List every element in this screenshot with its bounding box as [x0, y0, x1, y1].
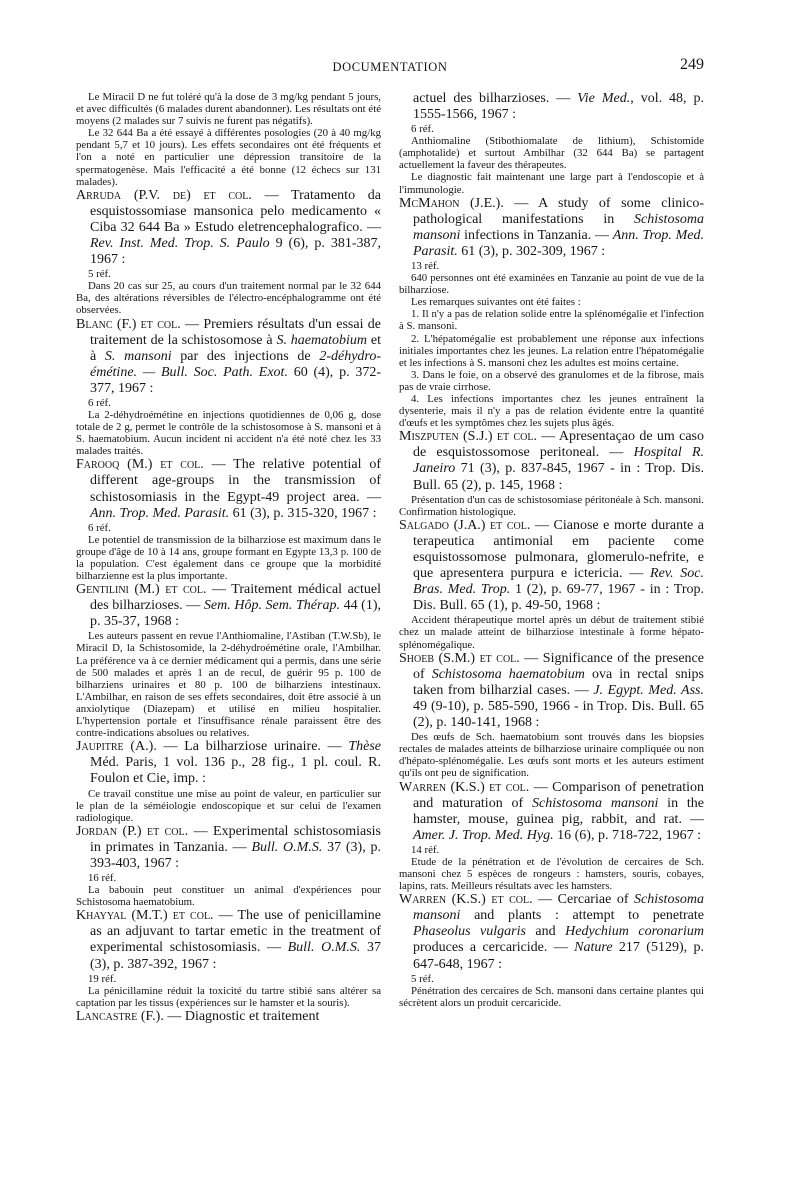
entry-author: Shoeb (S.M.) et col. — [399, 650, 520, 666]
entry-abstract: La 2-déhydroémétine en injections quotidiennes de 0,06 g, dose totale de 2 g, permet le contrôle de la schistosomose à S. mansoni et à S. haematobium. Aucun incident ni accident n'a été noté chez les 33 malades traités. — [76, 408, 381, 458]
entry-title-italic: S. haematobium — [276, 332, 368, 348]
entry-title-italic: Schistosoma haematobium — [431, 666, 585, 682]
entry-title: infections in Tanzania. — — [460, 227, 613, 243]
entry-abstract: Présentation d'un cas de schistosomiase péritonéale à Sch. mansoni. Confirmation histologique. — [399, 493, 704, 518]
entry-title: — Experimental schistosomiasis in primates in Tanzania. — — [90, 823, 382, 855]
entry-title: and plants : attempt to penetrate — [460, 908, 704, 924]
entry-ref-count: 6 réf. — [411, 123, 434, 136]
left-column — [76, 91, 381, 1025]
entry-journal: Bull. O.M.S. — [251, 839, 323, 855]
entry-journal: Rev. Soc. Bras. Med. Trop. — [413, 566, 704, 598]
entry-abstract: Ce travail constitue une mise au point de valeur, en particulier sur le plan de la séméiologie endoscopique et sur celui de l'examen radiologique. — [76, 787, 381, 824]
entry-author: Blanc (F.) et col. — [76, 316, 181, 332]
entry-title-italic: Schistosoma mansoni — [413, 892, 704, 924]
entry-title: in the hamster, mouse, guinea pig, rabbit, and rat. — — [413, 795, 705, 827]
bibliography-entry — [399, 780, 704, 893]
entry-abstract: Anthiomaline (Stibothiomalate de lithium), Schistomide (amphotalide) et surtout Ambilhar (32 644 Ba) se partagent actuellement la faveur des thérapeutes. — [399, 135, 704, 172]
entry-journal: Vie Med. — [577, 91, 631, 106]
entry-reference: 61 (3), p. 315-320, 1967 : — [229, 505, 377, 521]
entry-citation — [76, 317, 381, 397]
entry-abstract: 2. L'hépatomégalie est probablement une réponse aux infections initiales importantes chez les jeunes. La relation entre l'hépatomégalie et les infections à S. mansoni chez les adultes est moins certaine. — [399, 332, 704, 369]
entry-reference: , vol. 48, p. 1555-1566, 1967 : — [413, 91, 704, 123]
entry-author: Lancastre (F.). — [76, 1008, 164, 1024]
entry-abstract: 4. Les infections importantes chez les jeunes entraînent la dysenterie, mais il n'y a pas de relation évidente entre la quantité d'œufs et les symptômes chez les sujets plus âgés. — [399, 392, 704, 430]
entry-title: — Diagnostic et traitement — [163, 1008, 320, 1024]
entry-citation — [399, 196, 704, 260]
entry-title: — The use of penicillamine as an adjuvant to tartar emetic in the treatment of experimental schistosomiasis. — — [90, 908, 382, 956]
running-head: DOCUMENTATION — [332, 60, 448, 74]
entry-abstract: Les auteurs passent en revue l'Anthiomaline, l'Astiban (T.W.Sb), le Miracil D, la Schistosomide, la 2-déhydroémétine orale, l'Ambilhar. La préférence va à ce dernier médicament qui a permis, dans une série de 500 malades et après 1 an de recul, de guérir 95 p. 100 de bilharziens urinaires et 80 p. 100 de bilharziens intestinaux. L'Ambilhar, en raison de ses effets secondaires, doit être associé à un anxiolytique (Diazepam) et utilisé en milieu hospitalier. L'hypertension portale et l'insuffisance rénale paraissent être des contre-indications absolues ou relatives. — [76, 630, 381, 740]
entry-abstract: 3. Dans le foie, on a observé des granulomes et de la fibrose, mais pas de vraie cirrhose. — [399, 368, 704, 393]
entry-title-italic: Phaseolus vulgaris — [413, 924, 526, 940]
entry-author: Miszputen (S.J.) et col. — [399, 429, 537, 445]
bibliography-entry-continued — [399, 91, 704, 196]
entry-reference: 61 (3), p. 302-309, 1967 : — [457, 243, 606, 259]
entry-author: Gentilini (M.) et col. — [76, 582, 207, 598]
entry-ref-count: 6 réf. — [88, 521, 111, 534]
entry-ref-count: 5 réf. — [88, 268, 111, 281]
entry-abstract: 640 personnes ont été examinées en Tanzanie au point de vue de la bilharziose. — [399, 272, 704, 297]
entry-abstract: La pénicillamine réduit la toxicité du tartre stibié sans altérer sa captation par les tissus (expériences sur le hamster et la souris). — [76, 984, 381, 1009]
entry-title: actuel des bilharzioses. — — [413, 91, 578, 106]
entry-reference: 16 (6), p. 718-722, 1967 : — [553, 827, 702, 843]
entry-author: Salgado (J.A.) et col. — [399, 517, 531, 533]
entry-title: — Significance of the presence of — [413, 650, 704, 682]
bibliography-entry — [399, 518, 704, 651]
bibliography-entry — [76, 908, 381, 1009]
entry-citation — [76, 188, 381, 268]
entry-reference: 37 (3), p. 393-403, 1967 : — [90, 839, 382, 871]
entry-abstract: Les remarques suivantes ont été faites : — [411, 296, 581, 309]
entry-title: — Cercariae of — [532, 892, 634, 908]
entry-reference: Méd. Paris, 1 vol. 136 p., 28 fig., 1 pl. coul. R. Foulon et Cie, imp. : — [90, 755, 381, 787]
entry-reference: 37 (3), p. 387-392, 1967 : — [90, 940, 381, 972]
entry-title: par des injections de — [171, 348, 320, 364]
entry-title: — The relative potential of different age-groups in the transmission of schistosomiasis in the Egypt-49 project area. — — [90, 457, 381, 505]
intro-note: Le 32 644 Ba a été essayé à différentes posologies (20 à 40 mg/kg pendant 5,7 et 10 jours). Les effets secondaires ont été fréquents et l'on a noté en particulier une dépression transitoire de la spermatogenèse. Mais l'efficacité a été bonne (12 échecs sur 131 malades). — [76, 127, 381, 188]
entry-journal: Ann. Trop. Med. Parasit. — [90, 505, 230, 521]
entry-title: and — [525, 924, 566, 940]
entry-ref-count: 14 réf. — [411, 843, 440, 856]
bibliography-entry — [76, 1009, 381, 1025]
entry-citation — [399, 518, 704, 615]
entry-abstract: Etude de la pénétration et de l'évolution de cercaires de Sch. mansoni chez 5 espèces de rongeurs : hamsters, souris, cobayes, lapins, rats. Meilleurs résultats avec les hamsters. — [399, 855, 704, 893]
entry-author: McMahon (J.E.). — [399, 195, 504, 211]
bibliography-entry — [76, 188, 381, 317]
entry-abstract: Dans 20 cas sur 25, au cours d'un traitement normal par le 32 644 Ba, des altérations réversibles de l'électro-encéphalogramme ont été observées. — [76, 280, 381, 317]
entry-author: Warren (K.S.) et col. — [399, 779, 530, 795]
bibliography-entry — [399, 651, 704, 780]
entry-citation — [399, 780, 704, 844]
right-column — [399, 91, 704, 1009]
entry-abstract: Le potentiel de transmission de la bilharziose est maximum dans le groupe d'âge de 10 à 14 ans, groupe formant en Egypte 13,3 p. 100 de la population. C'est également dans ce groupe que la morbidité bilharzienne est la plus importante. — [76, 533, 381, 582]
bibliography-entry — [76, 739, 381, 824]
page-number: 249 — [680, 56, 704, 73]
entry-author: Farooq (M.) et col. — [76, 457, 204, 473]
entry-journal: Ann. Trop. Med. Parasit. — [413, 227, 705, 259]
entry-citation — [76, 1009, 381, 1025]
entry-citation — [76, 739, 381, 787]
entry-reference: 1 (2), p. 69-77, 1967 - in : Trop. Dis. Bull. 65 (1), p. 49-50, 1968 : — [413, 582, 704, 614]
entry-journal: Rev. Inst. Med. Trop. S. Paulo — [90, 236, 270, 252]
entry-title: — Premiers résultats d'un essai de traitement de la schistosomose à — [90, 316, 381, 348]
entry-journal: Amer. J. Trop. Med. Hyg. — [413, 827, 554, 843]
entry-citation — [399, 892, 704, 972]
bibliography-entry — [399, 429, 704, 518]
entry-author: Khayyal (M.T.) et col. — [76, 908, 214, 924]
entry-citation — [399, 429, 704, 493]
entry-title-italic: Schistosoma mansoni — [532, 795, 659, 811]
entry-journal: — Bull. Soc. Path. Exot. — [137, 364, 288, 380]
entry-title: — A study of some clinico-pathological manifestations in — [413, 195, 704, 227]
entry-journal: Thèse — [348, 739, 382, 755]
entry-abstract: Des œufs de Sch. haematobium sont trouvés dans les biopsies rectales de malades atteints de bilharziose urinaire compliquée ou non d'hépato-splénomégalie. Les œufs sont morts et les auteurs estiment qu'ils ont peu de signification. — [399, 731, 704, 780]
entry-reference: 60 (4), p. 372-377, 1967 : — [90, 364, 381, 396]
entry-journal: Bull. O.M.S. — [287, 940, 361, 956]
page-header — [76, 56, 704, 80]
entry-reference: 217 (5129), p. 647-648, 1967 : — [413, 940, 705, 972]
entry-abstract: Accident thérapeutique mortel après un début de traitement stibié chez un malade atteint de bilharziose intestinale à forme hépato-splénomégalique. — [399, 614, 704, 651]
bibliography-entry — [399, 196, 704, 430]
entry-citation — [76, 824, 381, 872]
bibliography-entry — [399, 892, 704, 1009]
intro-note: Le Miracil D ne fut toléré qu'à la dose de 3 mg/kg pendant 5 jours, et avec difficultés (6 malades durent abandonner). Les résultats ont été moyens (2 malades sur 7 suivis ne furent pas négatifs). — [76, 91, 381, 128]
entry-journal: J. Egypt. Med. Ass. — [593, 682, 704, 698]
entry-title-italic: S. mansoni — [104, 348, 172, 364]
entry-ref-count: 16 réf. — [88, 872, 117, 885]
entry-citation — [399, 91, 704, 123]
entry-reference: 9 (6), p. 381-387, 1967 : — [90, 236, 381, 268]
entry-abstract: 1. Il n'y a pas de relation solide entre la splénomégalie et l'infection à S. mansoni. — [399, 308, 704, 333]
entry-journal: Sem. Hôp. Sem. Thérap. — [203, 598, 340, 614]
entry-title: — Tratamento da esquistossomiase mansonica pelo medicamento « Ciba 32 644 Ba » Estudo eletrencephalografico. — — [90, 187, 381, 235]
entry-title: produces a cercaricide. — — [413, 940, 575, 956]
entry-title-italic: 2-déhydro-émétine. — [90, 348, 381, 380]
entry-title-italic: Hedychium coronarium — [565, 924, 704, 940]
entry-abstract: La babouin peut constituer un animal d'expériences pour Schistosoma haematobium. — [76, 884, 381, 909]
entry-reference: 49 (9-10), p. 585-590, 1966 - in Trop. Dis. Bull. 65 (2), p. 140-141, 1968 : — [413, 698, 704, 731]
bibliography-entry — [76, 824, 381, 908]
entry-ref-count: 13 réf. — [411, 260, 440, 273]
entry-author: Warren (K.S.) et col. — [399, 892, 533, 908]
entry-author: Jaupitre (A.). — [76, 739, 157, 755]
entry-title: — Apresentaçao de um caso de esquistossomose peritoneal. — — [413, 429, 704, 461]
entry-ref-count: 5 réf. — [411, 972, 434, 985]
entry-journal: Hospital R. Janeiro — [413, 445, 704, 477]
entry-title: — Comparison of penetration and maturation of — [413, 779, 705, 811]
entry-reference: 71 (3), p. 837-845, 1967 - in : Trop. Dis. Bull. 65 (2), p. 145, 1968 : — [413, 461, 704, 493]
bibliography-entry — [76, 317, 381, 458]
entry-author: Jordan (P.) et col. — [76, 823, 189, 839]
entry-title: — La bilharziose urinaire. — — [156, 739, 349, 755]
entry-author: Arruda (P.V. de) et col. — [76, 187, 252, 203]
entry-abstract: Le diagnostic fait maintenant une large part à l'endoscopie et à l'immunologie. — [399, 171, 704, 196]
entry-reference: 44 (1), p. 35-37, 1968 : — [90, 598, 382, 630]
entry-ref-count: 6 réf. — [88, 396, 111, 409]
entry-title: — Cianose e morte durante a terapeutica antimonial em paciente come esquistossomose pulmonara, glomerulo-nefrite, e que apresentera purpura e ictericia. — — [413, 517, 704, 582]
entry-citation — [76, 582, 381, 630]
entry-title: ova in rectal snips taken from bilharzial cases. — — [413, 666, 704, 698]
bibliography-entry — [76, 582, 381, 739]
bibliography-entry — [76, 457, 381, 582]
entry-citation — [399, 651, 704, 731]
entry-title-italic: Schistosoma mansoni — [413, 211, 704, 243]
entry-title: et à — [90, 332, 381, 364]
entry-citation — [76, 908, 381, 972]
entry-abstract: Pénétration des cercaires de Sch. mansoni dans certaine plantes qui sécrètent alors un produit cercaricide. — [399, 984, 704, 1009]
entry-ref-count: 19 réf. — [88, 972, 117, 985]
entry-citation — [76, 457, 381, 521]
entry-title: — Traitement médical actuel des bilharzioses. — — [90, 582, 382, 614]
entry-journal: Nature — [574, 940, 613, 956]
